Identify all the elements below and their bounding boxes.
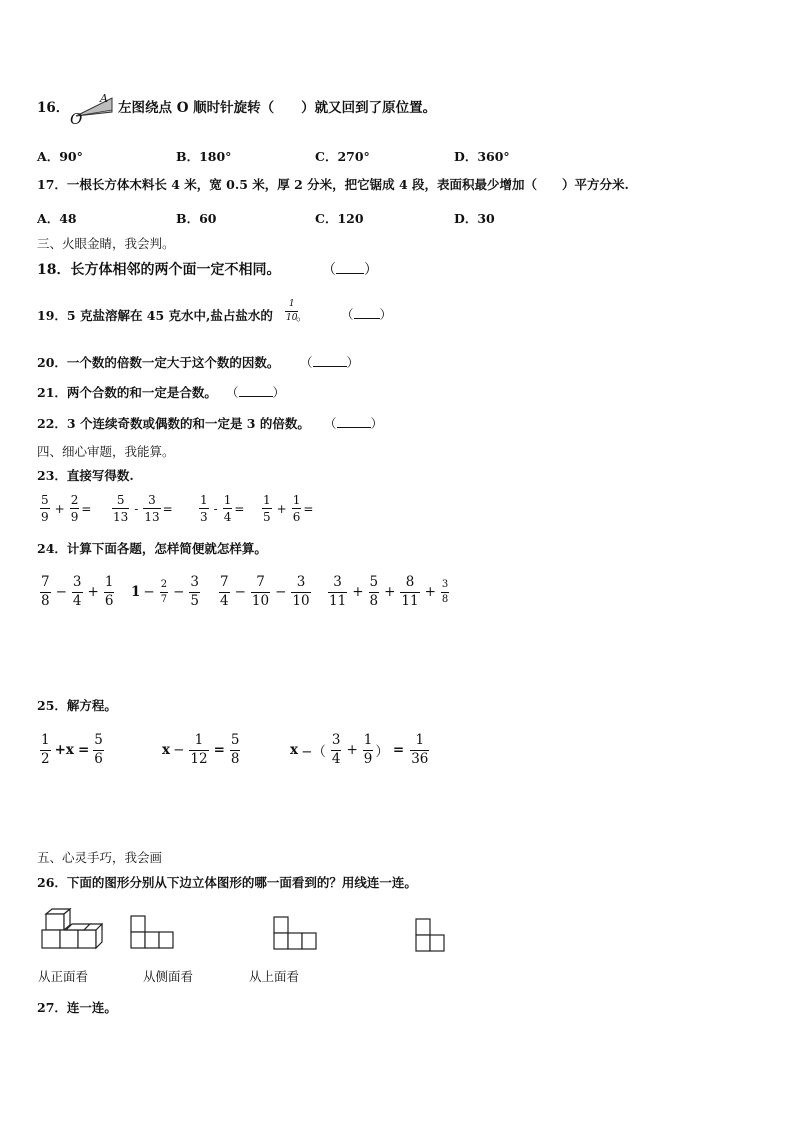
q24-expression-3: $\frac{7}{4}$ − $\frac{7}{10}$ − $\frac{3}{10}$ [220, 574, 310, 609]
q24-expression-2: 1 − $\frac{2}{7}$ − $\frac{3}{5}$ [131, 574, 199, 609]
q17-option-c: C．120 [315, 211, 364, 226]
view-shape-3 [415, 918, 449, 954]
q23-expression-1: $\frac{5}{9}$ + $\frac{2}{9}$ = [41, 493, 92, 524]
label-front-view: 从正面看 [38, 969, 89, 984]
q17-option-d: D．30 [454, 211, 495, 226]
q19-answer-blank[interactable]: （ ） [341, 307, 393, 322]
q18-answer-blank[interactable]: （ ） [322, 262, 378, 278]
q25-text: 25．解方程。 [37, 698, 117, 713]
q25-equation-2: x − $\frac{1}{12}$ = $\frac{5}{8}$ [162, 732, 240, 767]
q17-text: 17．一根长方体木料长 4 米，宽 0.5 米，厚 2 分米，把它锯成 4 段，表面积最少增加（ ）平方分米. [37, 177, 629, 192]
q21-answer-blank[interactable]: （ ） [226, 385, 286, 400]
label-top-view: 从上面看 [249, 969, 300, 984]
q22-answer-blank[interactable]: （ ） [324, 416, 384, 431]
q17-option-b: B．60 [176, 211, 217, 226]
q19-tail: 。 [296, 308, 309, 323]
q23-expression-4: $\frac{1}{5}$ + $\frac{1}{6}$ = [263, 493, 314, 524]
q16-option-c: C．270° [315, 149, 370, 164]
q21-text: 21．两个合数的和一定是合数。 [37, 385, 217, 400]
section-5-heading: 五、心灵手巧，我会画 [37, 850, 163, 865]
q17-option-a: A．48 [37, 211, 77, 226]
q18-text: 18．长方体相邻的两个面一定不相同。 [37, 262, 281, 278]
q25-equation-3: x −（ $\frac{3}{4}$ + $\frac{1}{9}$ ） = $\frac{1}{36}$ [290, 732, 429, 767]
q27-text: 27．连一连。 [37, 1000, 117, 1015]
q16-number: 16． [37, 100, 70, 116]
q16-text: 左图绕点 O 顺时针旋转（ ）就又回到了原位置。 [118, 100, 437, 116]
q24-expression-4: $\frac{3}{11}$ + $\frac{5}{8}$ + $\frac{8}{11}$ + $\frac{3}{8}$ [329, 574, 449, 609]
q16-option-a: A．90° [37, 149, 83, 164]
q24-expression-1: $\frac{7}{8}$ − $\frac{3}{4}$ + $\frac{1}{6}$ [41, 574, 114, 609]
q16-option-b: B．180° [176, 149, 232, 164]
section-3-heading: 三、火眼金睛，我会判。 [37, 236, 175, 251]
point-o-label: O [70, 110, 83, 128]
point-a-label: A [100, 92, 108, 105]
q26-text: 26．下面的图形分别从下边立体图形的哪一面看到的？用线连一连。 [37, 875, 417, 890]
q19-fraction: $\frac{1}{10}$ [286, 299, 298, 323]
view-shape-2 [273, 916, 319, 950]
q23-expression-3: $\frac{1}{3}$ - $\frac{1}{4}$ = [200, 493, 245, 524]
q20-answer-blank[interactable]: （ ） [300, 355, 360, 370]
q20-text: 20．一个数的倍数一定大于这个数的因数。 [37, 355, 280, 370]
section-4-heading: 四、细心审题，我能算。 [37, 444, 175, 459]
q16-option-d: D．360° [454, 149, 510, 164]
3d-solid-figure [40, 908, 104, 950]
q23-expression-2: $\frac{5}{13}$ - $\frac{3}{13}$ = [113, 493, 173, 524]
view-shape-1 [130, 915, 176, 949]
q25-equation-1: $\frac{1}{2}$ +x = $\frac{5}{6}$ [41, 732, 103, 767]
q19-text: 19．5 克盐溶解在 45 克水中,盐占盐水的 [37, 308, 273, 323]
label-side-view: 从侧面看 [143, 969, 194, 984]
q24-text: 24．计算下面各题，怎样简便就怎样算。 [37, 541, 267, 556]
q22-text: 22．3 个连续奇数或偶数的和一定是 3 的倍数。 [37, 416, 310, 431]
q23-text: 23．直接写得数. [37, 468, 134, 483]
